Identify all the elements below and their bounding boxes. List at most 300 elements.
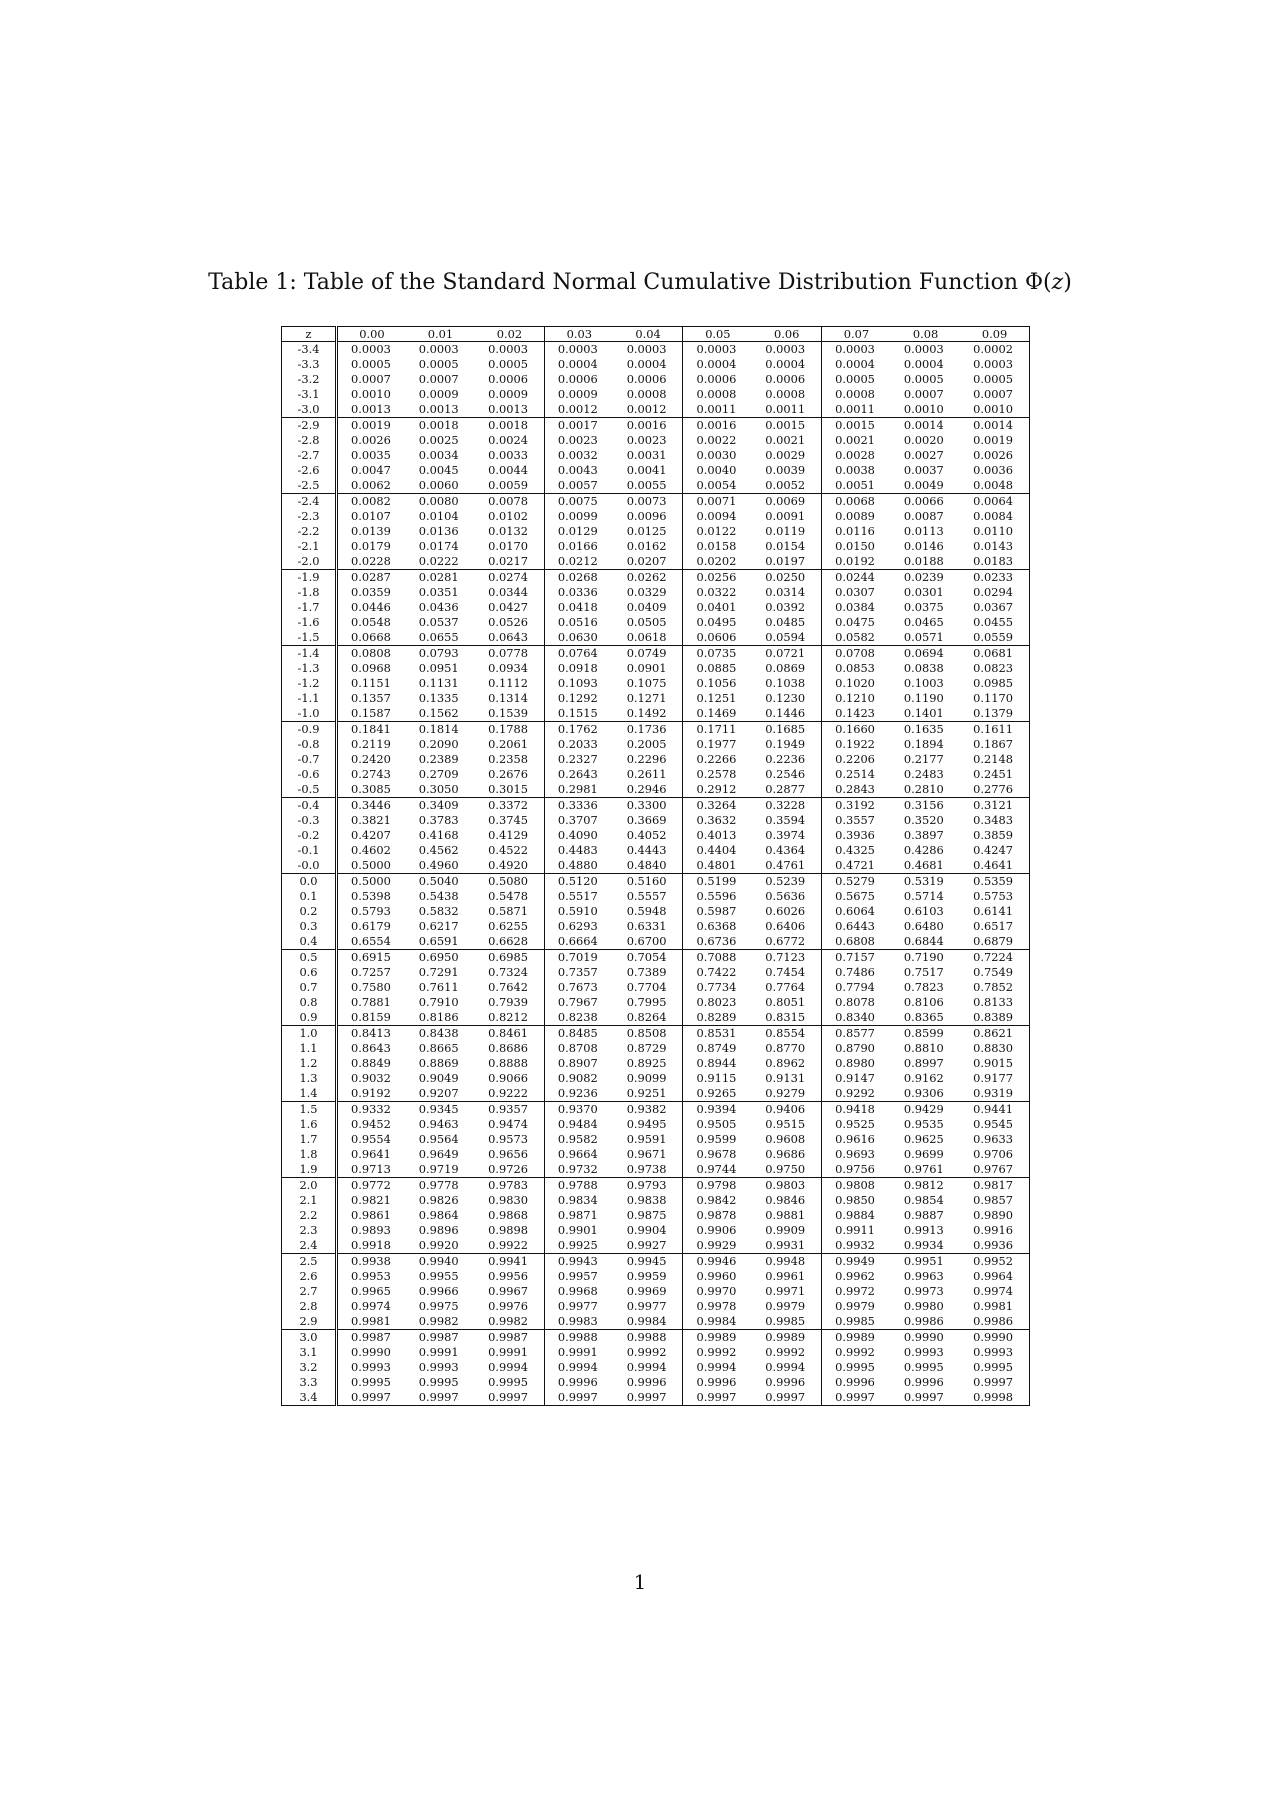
cdf-cell: 0.8315 bbox=[752, 1010, 821, 1026]
cdf-cell: 0.0013 bbox=[475, 402, 544, 418]
cdf-cell: 0.9916 bbox=[973, 1223, 1014, 1237]
cdf-cell: 0.0019 bbox=[337, 418, 406, 434]
cdf-cell: 0.6406 bbox=[752, 919, 821, 934]
cdf-cell: 0.9394 bbox=[683, 1102, 752, 1118]
row-z-value: 3.1 bbox=[282, 1345, 337, 1360]
cdf-cell: 0.8289 bbox=[696, 1010, 737, 1024]
cdf-cell: 0.9961 bbox=[752, 1269, 821, 1284]
cdf-cell: 0.0078 bbox=[475, 494, 544, 510]
cdf-cell: 0.1562 bbox=[418, 706, 459, 720]
cdf-cell: 0.6844 bbox=[903, 934, 944, 948]
cdf-cell: 0.0032 bbox=[557, 448, 598, 462]
cdf-cell: 0.9987 bbox=[337, 1330, 406, 1346]
cdf-cell: 0.9976 bbox=[475, 1299, 544, 1314]
cdf-cell: 0.9649 bbox=[418, 1147, 459, 1161]
cdf-cell: 0.9981 bbox=[351, 1314, 391, 1328]
cdf-cell: 0.5675 bbox=[835, 889, 875, 903]
cdf-cell: 0.9099 bbox=[614, 1071, 683, 1086]
cdf-cell: 0.0004 bbox=[557, 357, 598, 371]
row-z-value: -3.1 bbox=[282, 387, 337, 402]
cdf-cell: 0.9996 bbox=[835, 1375, 875, 1389]
table-row bbox=[282, 1390, 1030, 1406]
cdf-cell: 0.2676 bbox=[475, 767, 544, 782]
cdf-cell: 0.9953 bbox=[351, 1269, 391, 1283]
cdf-cell: 0.7389 bbox=[614, 965, 683, 980]
cdf-cell: 0.9992 bbox=[835, 1345, 875, 1359]
cdf-cell: 0.0681 bbox=[960, 646, 1029, 662]
cdf-cell: 0.9893 bbox=[351, 1223, 391, 1237]
header-col: 0.04 bbox=[614, 327, 683, 342]
caption-z: z bbox=[1051, 270, 1064, 295]
cdf-cell: 0.0010 bbox=[903, 402, 944, 416]
row-z-value: -1.1 bbox=[282, 691, 337, 706]
cdf-cell: 0.5714 bbox=[903, 889, 944, 903]
table-body bbox=[282, 342, 1030, 1406]
cdf-cell: 0.9982 bbox=[475, 1314, 544, 1330]
cdf-cell: 0.2981 bbox=[557, 782, 598, 796]
cdf-cell: 0.6255 bbox=[475, 919, 544, 934]
cdf-cell: 0.4721 bbox=[835, 858, 875, 872]
row-z-value: 3.4 bbox=[282, 1390, 337, 1406]
cdf-cell: 0.0222 bbox=[418, 554, 459, 568]
cdf-cell: 0.1230 bbox=[752, 691, 821, 706]
cdf-cell: 0.9995 bbox=[903, 1360, 944, 1374]
cdf-cell: 0.9525 bbox=[835, 1117, 875, 1131]
cdf-cell: 0.7224 bbox=[960, 950, 1029, 966]
cdf-cell: 0.9222 bbox=[475, 1086, 544, 1102]
cdf-cell: 0.0344 bbox=[475, 585, 544, 600]
cdf-cell: 0.4920 bbox=[475, 858, 544, 874]
cdf-cell: 0.9979 bbox=[835, 1299, 875, 1313]
cdf-cell: 0.4286 bbox=[903, 843, 944, 857]
header-col: 0.02 bbox=[475, 327, 544, 342]
cdf-cell: 0.7324 bbox=[475, 965, 544, 980]
cdf-cell: 0.9726 bbox=[475, 1162, 544, 1178]
cdf-cell: 0.0125 bbox=[614, 524, 683, 539]
cdf-cell: 0.9382 bbox=[614, 1102, 683, 1118]
header-z: z bbox=[282, 327, 337, 342]
cdf-cell: 0.0154 bbox=[752, 539, 821, 554]
table-row bbox=[282, 1147, 1030, 1162]
cdf-cell: 0.0192 bbox=[835, 554, 875, 568]
cdf-cell: 0.1292 bbox=[557, 691, 598, 705]
table-row bbox=[282, 1375, 1030, 1390]
row-z-value: 3.0 bbox=[282, 1330, 337, 1346]
cdf-cell: 0.6950 bbox=[406, 950, 475, 966]
cdf-cell: 0.9890 bbox=[973, 1208, 1014, 1222]
cdf-cell: 0.0005 bbox=[475, 357, 544, 372]
cdf-cell: 0.9992 bbox=[614, 1345, 683, 1360]
cdf-cell: 0.8770 bbox=[752, 1041, 821, 1056]
cdf-cell: 0.0036 bbox=[973, 463, 1014, 477]
cdf-cell: 0.0006 bbox=[614, 372, 683, 387]
cdf-cell: 0.0136 bbox=[418, 524, 459, 538]
cdf-cell: 0.0129 bbox=[557, 524, 598, 538]
cdf-cell: 0.9850 bbox=[835, 1193, 875, 1207]
cdf-cell: 0.9984 bbox=[696, 1314, 737, 1328]
table-row bbox=[282, 813, 1030, 828]
cdf-cell: 0.5120 bbox=[544, 874, 613, 890]
cdf-cell: 0.9783 bbox=[475, 1178, 544, 1194]
cdf-cell: 0.9920 bbox=[418, 1238, 459, 1252]
cdf-cell: 0.9608 bbox=[752, 1132, 821, 1147]
header-col: 0.03 bbox=[544, 327, 613, 342]
cdf-cell: 0.9996 bbox=[557, 1375, 598, 1389]
cdf-cell: 0.9940 bbox=[406, 1254, 475, 1270]
row-z-value: -2.7 bbox=[282, 448, 337, 463]
cdf-cell: 0.8438 bbox=[406, 1026, 475, 1042]
row-z-value: 1.6 bbox=[282, 1117, 337, 1132]
cdf-cell: 0.2296 bbox=[614, 752, 683, 767]
row-z-value: 1.8 bbox=[282, 1147, 337, 1162]
cdf-cell: 0.9875 bbox=[614, 1208, 683, 1223]
cdf-cell: 0.0073 bbox=[614, 494, 683, 510]
cdf-cell: 0.9162 bbox=[903, 1071, 944, 1085]
row-z-value: -1.5 bbox=[282, 630, 337, 646]
cdf-cell: 0.1075 bbox=[614, 676, 683, 691]
cdf-cell: 0.8869 bbox=[418, 1056, 459, 1070]
cdf-cell: 0.9985 bbox=[752, 1314, 821, 1330]
table-row bbox=[282, 980, 1030, 995]
cdf-cell: 0.9881 bbox=[752, 1208, 821, 1223]
cdf-cell: 0.8925 bbox=[614, 1056, 683, 1071]
cdf-cell: 0.7422 bbox=[696, 965, 737, 979]
cdf-cell: 0.0268 bbox=[544, 570, 613, 586]
cdf-cell: 0.8051 bbox=[752, 995, 821, 1010]
cdf-cell: 0.2177 bbox=[903, 752, 944, 766]
cdf-cell: 0.8023 bbox=[696, 995, 737, 1009]
cdf-cell: 0.9821 bbox=[351, 1193, 391, 1207]
cdf-cell: 0.1492 bbox=[614, 706, 683, 722]
cdf-cell: 0.0475 bbox=[835, 615, 875, 629]
cdf-cell: 0.0055 bbox=[614, 478, 683, 494]
row-z-value: 2.3 bbox=[282, 1223, 337, 1238]
cdf-cell: 0.9788 bbox=[544, 1178, 613, 1194]
cdf-cell: 0.3336 bbox=[544, 798, 613, 814]
cdf-cell: 0.0026 bbox=[973, 448, 1014, 462]
cdf-cell: 0.9963 bbox=[903, 1269, 944, 1283]
cdf-cell: 0.9066 bbox=[475, 1071, 544, 1086]
cdf-cell: 0.9962 bbox=[835, 1269, 875, 1283]
cdf-cell: 0.1335 bbox=[418, 691, 459, 705]
cdf-cell: 0.8238 bbox=[557, 1010, 598, 1024]
cdf-cell: 0.9996 bbox=[614, 1375, 683, 1390]
cdf-cell: 0.0392 bbox=[752, 600, 821, 615]
cdf-cell: 0.9868 bbox=[475, 1208, 544, 1223]
caption-prefix: Table 1: Table of the Standard Normal Cumulative Distribution Function bbox=[208, 270, 1026, 295]
cdf-cell: 0.9991 bbox=[475, 1345, 544, 1360]
cdf-cell: 0.0005 bbox=[835, 372, 875, 386]
cdf-cell: 0.9931 bbox=[752, 1238, 821, 1254]
cdf-cell: 0.0003 bbox=[351, 342, 391, 356]
cdf-cell: 0.9969 bbox=[614, 1284, 683, 1299]
cdf-cell: 0.5987 bbox=[696, 904, 737, 918]
cdf-cell: 0.9993 bbox=[351, 1360, 391, 1374]
cdf-cell: 0.9564 bbox=[418, 1132, 459, 1146]
cdf-cell: 0.6064 bbox=[835, 904, 875, 918]
cdf-cell: 0.0162 bbox=[614, 539, 683, 554]
cdf-cell: 0.9946 bbox=[683, 1254, 752, 1270]
cdf-cell: 0.9977 bbox=[614, 1299, 683, 1314]
table-row bbox=[282, 463, 1030, 478]
cdf-cell: 0.9842 bbox=[696, 1193, 737, 1207]
cdf-cell: 0.9986 bbox=[903, 1314, 944, 1328]
cdf-cell: 0.9896 bbox=[418, 1223, 459, 1237]
row-z-value: -0.5 bbox=[282, 782, 337, 798]
cdf-cell: 0.0062 bbox=[351, 478, 391, 492]
cdf-cell: 0.0034 bbox=[418, 448, 459, 462]
cdf-cell: 0.8686 bbox=[475, 1041, 544, 1056]
page-number: 1 bbox=[633, 1570, 647, 1594]
cdf-cell: 0.1539 bbox=[475, 706, 544, 722]
cdf-cell: 0.8962 bbox=[752, 1056, 821, 1071]
cdf-cell: 0.0143 bbox=[973, 539, 1014, 553]
cdf-cell: 0.3745 bbox=[475, 813, 544, 828]
cdf-cell: 0.9995 bbox=[418, 1375, 459, 1389]
cdf-cell: 0.9996 bbox=[696, 1375, 737, 1389]
cdf-cell: 0.9988 bbox=[544, 1330, 613, 1346]
cdf-cell: 0.9983 bbox=[557, 1314, 598, 1328]
cdf-cell: 0.2090 bbox=[418, 737, 459, 751]
cdf-cell: 0.9279 bbox=[752, 1086, 821, 1102]
cdf-cell: 0.1660 bbox=[822, 722, 891, 738]
cdf-cell: 0.9732 bbox=[557, 1162, 598, 1176]
cdf-cell: 0.1685 bbox=[752, 722, 821, 738]
cdf-cell: 0.6628 bbox=[475, 934, 544, 950]
cdf-cell: 0.3372 bbox=[475, 798, 544, 814]
cdf-cell: 0.9979 bbox=[752, 1299, 821, 1314]
cdf-cell: 0.9452 bbox=[351, 1117, 391, 1131]
cdf-cell: 0.9838 bbox=[614, 1193, 683, 1208]
cdf-cell: 0.5596 bbox=[696, 889, 737, 903]
table-row bbox=[282, 1345, 1030, 1360]
cdf-cell: 0.4168 bbox=[418, 828, 459, 842]
cdf-cell: 0.9918 bbox=[351, 1238, 391, 1252]
cdf-cell: 0.6591 bbox=[418, 934, 459, 948]
cdf-cell: 0.0516 bbox=[557, 615, 598, 629]
cdf-cell: 0.9977 bbox=[557, 1299, 598, 1313]
header-col: 0.09 bbox=[960, 327, 1029, 342]
cdf-cell: 0.9956 bbox=[475, 1269, 544, 1284]
cdf-cell: 0.9997 bbox=[752, 1390, 821, 1406]
table-row bbox=[282, 1193, 1030, 1208]
row-z-value: -0.1 bbox=[282, 843, 337, 858]
cdf-cell: 0.0010 bbox=[973, 402, 1014, 416]
row-z-value: 0.9 bbox=[282, 1010, 337, 1026]
cdf-cell: 0.0418 bbox=[557, 600, 598, 614]
cdf-cell: 0.1401 bbox=[903, 706, 944, 720]
cdf-cell: 0.0606 bbox=[696, 630, 737, 644]
cdf-cell: 0.9582 bbox=[557, 1132, 598, 1146]
cdf-cell: 0.0015 bbox=[822, 418, 891, 434]
cdf-cell: 0.9082 bbox=[557, 1071, 598, 1085]
table-row bbox=[282, 934, 1030, 950]
table-row bbox=[282, 494, 1030, 510]
cdf-cell: 0.9927 bbox=[614, 1238, 683, 1254]
cdf-cell: 0.9706 bbox=[973, 1147, 1014, 1161]
cdf-cell: 0.0016 bbox=[683, 418, 752, 434]
cdf-cell: 0.1841 bbox=[337, 722, 406, 738]
cdf-cell: 0.0011 bbox=[696, 402, 737, 416]
cdf-cell: 0.0005 bbox=[973, 372, 1014, 386]
table-row bbox=[282, 767, 1030, 782]
cdf-cell: 0.7704 bbox=[614, 980, 683, 995]
cdf-cell: 0.8159 bbox=[351, 1010, 391, 1024]
cdf-cell: 0.0104 bbox=[418, 509, 459, 523]
cdf-cell: 0.1151 bbox=[351, 676, 391, 690]
cdf-cell: 0.0188 bbox=[903, 554, 944, 568]
row-z-value: 3.3 bbox=[282, 1375, 337, 1390]
cdf-cell: 0.0019 bbox=[973, 433, 1014, 447]
row-z-value: 1.5 bbox=[282, 1102, 337, 1118]
cdf-cell: 0.2843 bbox=[835, 782, 875, 796]
cdf-cell: 0.3409 bbox=[406, 798, 475, 814]
row-z-value: -2.9 bbox=[282, 418, 337, 434]
cdf-cell: 0.8621 bbox=[960, 1026, 1029, 1042]
cdf-cell: 0.7910 bbox=[418, 995, 459, 1009]
cdf-cell: 0.9995 bbox=[475, 1375, 544, 1390]
cdf-cell: 0.0968 bbox=[351, 661, 391, 675]
cdf-cell: 0.9967 bbox=[475, 1284, 544, 1299]
cdf-cell: 0.5517 bbox=[557, 889, 598, 903]
cdf-cell: 0.9913 bbox=[903, 1223, 944, 1237]
cdf-cell: 0.2206 bbox=[835, 752, 875, 766]
cdf-cell: 0.9994 bbox=[752, 1360, 821, 1375]
row-z-value: -2.8 bbox=[282, 433, 337, 448]
cdf-cell: 0.9625 bbox=[903, 1132, 944, 1146]
cdf-cell: 0.1003 bbox=[903, 676, 944, 690]
cdf-cell: 0.9989 bbox=[752, 1330, 821, 1346]
cdf-cell: 0.1170 bbox=[973, 691, 1014, 705]
row-z-value: 3.2 bbox=[282, 1360, 337, 1375]
cdf-cell: 0.2514 bbox=[835, 767, 875, 781]
cdf-cell: 0.9573 bbox=[475, 1132, 544, 1147]
cdf-cell: 0.0003 bbox=[475, 342, 544, 358]
cdf-cell: 0.0197 bbox=[752, 554, 821, 570]
header-col: 0.00 bbox=[337, 327, 406, 342]
cdf-cell: 0.8888 bbox=[475, 1056, 544, 1071]
cdf-cell: 0.0202 bbox=[696, 554, 737, 568]
cdf-cell: 0.9985 bbox=[835, 1314, 875, 1328]
cdf-cell: 0.0985 bbox=[973, 676, 1014, 690]
cdf-cell: 0.0004 bbox=[752, 357, 821, 372]
cdf-cell: 0.5000 bbox=[351, 858, 391, 872]
cdf-cell: 0.4404 bbox=[696, 843, 737, 857]
cdf-cell: 0.9846 bbox=[752, 1193, 821, 1208]
table-row bbox=[282, 1102, 1030, 1118]
cdf-cell: 0.0869 bbox=[752, 661, 821, 676]
cdf-cell: 0.9664 bbox=[557, 1147, 598, 1161]
cdf-cell: 0.8413 bbox=[337, 1026, 406, 1042]
cdf-cell: 0.0003 bbox=[696, 342, 737, 356]
row-z-value: -0.4 bbox=[282, 798, 337, 814]
cdf-cell: 0.0618 bbox=[614, 630, 683, 646]
cdf-cell: 0.0006 bbox=[696, 372, 737, 386]
cdf-cell: 0.5000 bbox=[337, 874, 406, 890]
cdf-cell: 0.9693 bbox=[835, 1147, 875, 1161]
row-z-value: 0.2 bbox=[282, 904, 337, 919]
cdf-cell: 0.8665 bbox=[418, 1041, 459, 1055]
cdf-cell: 0.5160 bbox=[614, 874, 683, 890]
cdf-cell: 0.4364 bbox=[752, 843, 821, 858]
cdf-cell: 0.9115 bbox=[696, 1071, 737, 1085]
cdf-cell: 0.9474 bbox=[475, 1117, 544, 1132]
cdf-cell: 0.8461 bbox=[475, 1026, 544, 1042]
cdf-cell: 0.0207 bbox=[614, 554, 683, 570]
cdf-cell: 0.9978 bbox=[696, 1299, 737, 1313]
cdf-cell: 0.9686 bbox=[752, 1147, 821, 1162]
cdf-cell: 0.9974 bbox=[351, 1299, 391, 1313]
cdf-cell: 0.8508 bbox=[614, 1026, 683, 1042]
cdf-cell: 0.5279 bbox=[822, 874, 891, 890]
cdf-cell: 0.0004 bbox=[903, 357, 944, 371]
cdf-cell: 0.0179 bbox=[351, 539, 391, 553]
table-row bbox=[282, 706, 1030, 722]
table-row bbox=[282, 782, 1030, 798]
cdf-cell: 0.0307 bbox=[835, 585, 875, 599]
cdf-cell: 0.9994 bbox=[475, 1360, 544, 1375]
cdf-cell: 0.2005 bbox=[614, 737, 683, 752]
cdf-cell: 0.0901 bbox=[614, 661, 683, 676]
table-row bbox=[282, 600, 1030, 615]
table-row bbox=[282, 524, 1030, 539]
cdf-cell: 0.8849 bbox=[351, 1056, 391, 1070]
cdf-cell: 0.2266 bbox=[696, 752, 737, 766]
cdf-cell: 0.1922 bbox=[835, 737, 875, 751]
cdf-cell: 0.0041 bbox=[614, 463, 683, 478]
cdf-cell: 0.0003 bbox=[973, 357, 1014, 371]
cdf-cell: 0.5199 bbox=[683, 874, 752, 890]
row-z-value: -0.3 bbox=[282, 813, 337, 828]
header-col: 0.07 bbox=[822, 327, 891, 342]
row-z-value: -0.8 bbox=[282, 737, 337, 752]
table-row bbox=[282, 995, 1030, 1010]
cdf-cell: 0.0183 bbox=[973, 554, 1014, 568]
cdf-cell: 0.9641 bbox=[351, 1147, 391, 1161]
cdf-cell: 0.0012 bbox=[614, 402, 683, 418]
cdf-cell: 0.0004 bbox=[835, 357, 875, 371]
cdf-cell: 0.0049 bbox=[903, 478, 944, 492]
cdf-cell: 0.1788 bbox=[475, 722, 544, 738]
cdf-cell: 0.9994 bbox=[614, 1360, 683, 1375]
cdf-cell: 0.2451 bbox=[973, 767, 1014, 781]
cdf-cell: 0.0548 bbox=[351, 615, 391, 629]
cdf-cell: 0.9251 bbox=[614, 1086, 683, 1102]
table-row bbox=[282, 1086, 1030, 1102]
cdf-cell: 0.9996 bbox=[903, 1375, 944, 1389]
cdf-cell: 0.4562 bbox=[418, 843, 459, 857]
cdf-cell: 0.9826 bbox=[418, 1193, 459, 1207]
row-z-value: -3.3 bbox=[282, 357, 337, 372]
table-row bbox=[282, 874, 1030, 890]
cdf-cell: 0.0011 bbox=[835, 402, 875, 416]
cdf-cell: 0.7967 bbox=[557, 995, 598, 1009]
table-row bbox=[282, 402, 1030, 418]
cdf-cell: 0.8106 bbox=[903, 995, 944, 1009]
cdf-cell: 0.9418 bbox=[822, 1102, 891, 1118]
cdf-cell: 0.0064 bbox=[960, 494, 1029, 510]
cdf-cell: 0.4602 bbox=[351, 843, 391, 857]
row-z-value: 0.8 bbox=[282, 995, 337, 1010]
row-z-value: -1.3 bbox=[282, 661, 337, 676]
cdf-cell: 0.0239 bbox=[891, 570, 960, 586]
table-row bbox=[282, 539, 1030, 554]
cdf-cell: 0.0075 bbox=[544, 494, 613, 510]
table-row bbox=[282, 1360, 1030, 1375]
cdf-cell: 0.8997 bbox=[903, 1056, 944, 1070]
cdf-cell: 0.8340 bbox=[835, 1010, 875, 1024]
row-z-value: 1.4 bbox=[282, 1086, 337, 1102]
